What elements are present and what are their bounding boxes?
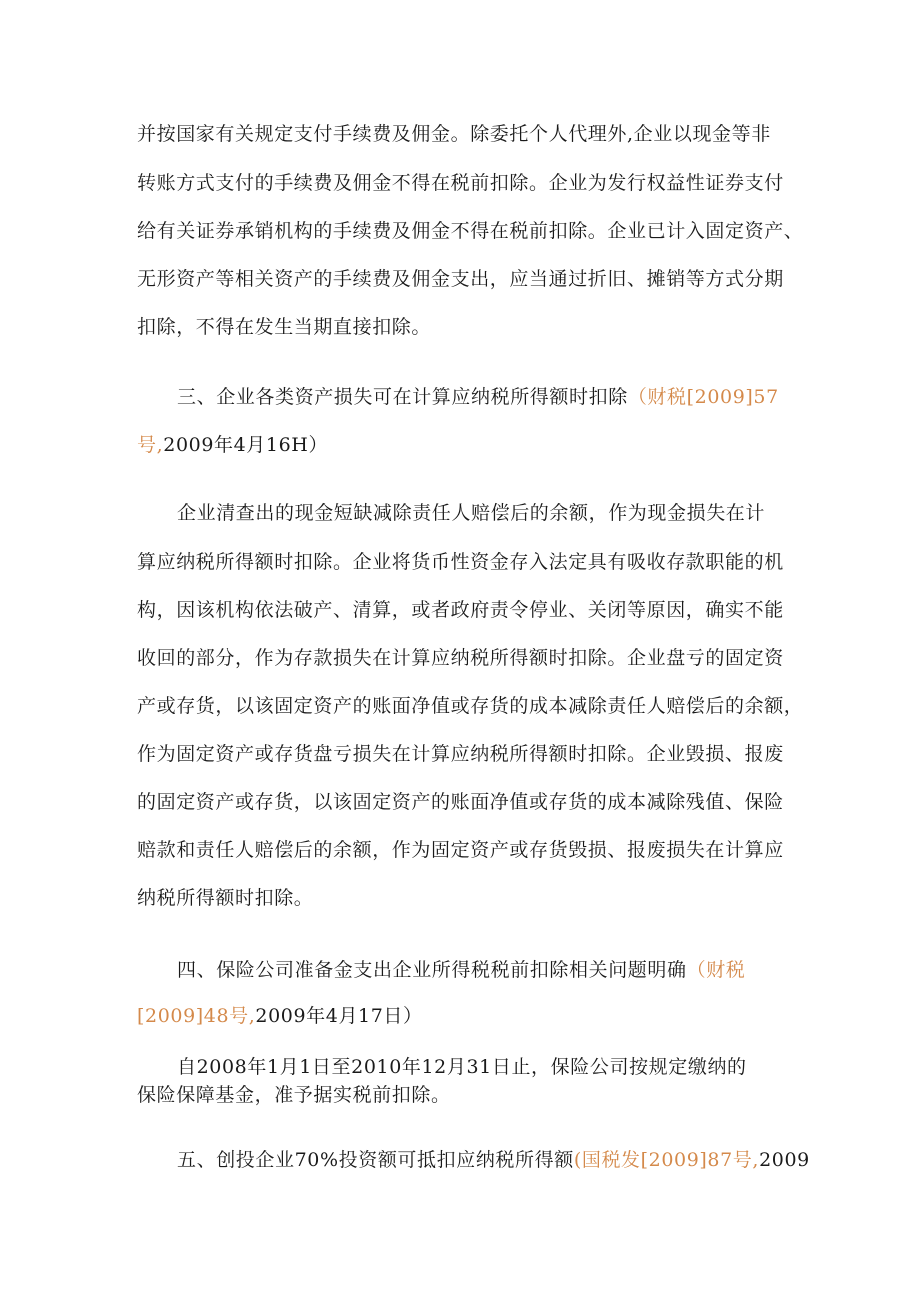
paragraph-line: 产或存货，以该固定资产的账面净值或存货的成本减除责任人赔偿后的余额，: [137, 695, 804, 717]
citation-date: 2009年4月17日）: [255, 1005, 423, 1027]
paragraph-line: 转账方式支付的手续费及佣金不得在税前扣除。企业为发行权益性证券支付: [137, 172, 784, 194]
paragraph-line: 作为固定资产或存货盘亏损失在计算应纳税所得额时扣除。企业毁损、报废: [137, 743, 784, 765]
citation-reference: 号,: [137, 434, 164, 456]
paragraph-line: 并按国家有关规定支付手续费及佣金。除委托个人代理外,企业以现金等非: [137, 123, 771, 145]
paragraph-line: 赔款和责任人赔偿后的余额，作为固定资产或存货毁损、报废损失在计算应: [137, 839, 784, 861]
section-heading-text: 五、创投企业70%投资额可抵扣应纳税所得额: [177, 1149, 574, 1171]
paragraph-line: 算应纳税所得额时扣除。企业将货币性资金存入法定具有吸收存款职能的机: [137, 551, 784, 573]
paragraph-line: 构，因该机构依法破产、清算，或者政府责令停业、关闭等原因，确实不能: [137, 599, 784, 621]
section-heading: [177, 958, 745, 982]
paragraph-line: 纳税所得额时扣除。: [137, 887, 314, 909]
paragraph-line: 收回的部分，作为存款损失在计算应纳税所得额时扣除。企业盘亏的固定资: [137, 647, 784, 669]
citation-date: 2009年4月16H）: [163, 434, 329, 456]
citation-reference: （财税: [686, 959, 746, 981]
paragraph-line: 自2008年1月1日至2010年12月31日止，保险公司按规定缴纳的: [177, 1056, 747, 1078]
citation-reference: (国税发[2009]87号,: [573, 1149, 760, 1171]
citation-date: 2009: [759, 1149, 810, 1171]
section-heading-continued: [137, 433, 328, 457]
section-heading-text: 三、企业各类资产损失可在计算应纳税所得额时扣除: [177, 386, 628, 408]
paragraph-line: 保险保障基金，准予据实税前扣除。: [137, 1084, 451, 1106]
section-heading: [177, 385, 779, 409]
citation-reference: （财税[2009]57: [627, 386, 779, 408]
section-heading-continued: [137, 1004, 423, 1028]
citation-reference: [2009]48号,: [137, 1005, 256, 1027]
paragraph-line: 企业清查出的现金短缺减除责任人赔偿后的余额，作为现金损失在计: [177, 502, 766, 524]
paragraph-line: 给有关证券承销机构的手续费及佣金不得在税前扣除。企业已计入固定资产、: [137, 220, 804, 242]
section-heading: [177, 1148, 810, 1172]
section-heading-text: 四、保险公司准备金支出企业所得税税前扣除相关问题明确: [177, 959, 687, 981]
paragraph-line: 的固定资产或存货，以该固定资产的账面净值或存货的成本减除残值、保险: [137, 791, 784, 813]
paragraph-line: 扣除，不得在发生当期直接扣除。: [137, 316, 432, 338]
paragraph-line: 无形资产等相关资产的手续费及佣金支出，应当通过折旧、摊销等方式分期: [137, 268, 784, 290]
